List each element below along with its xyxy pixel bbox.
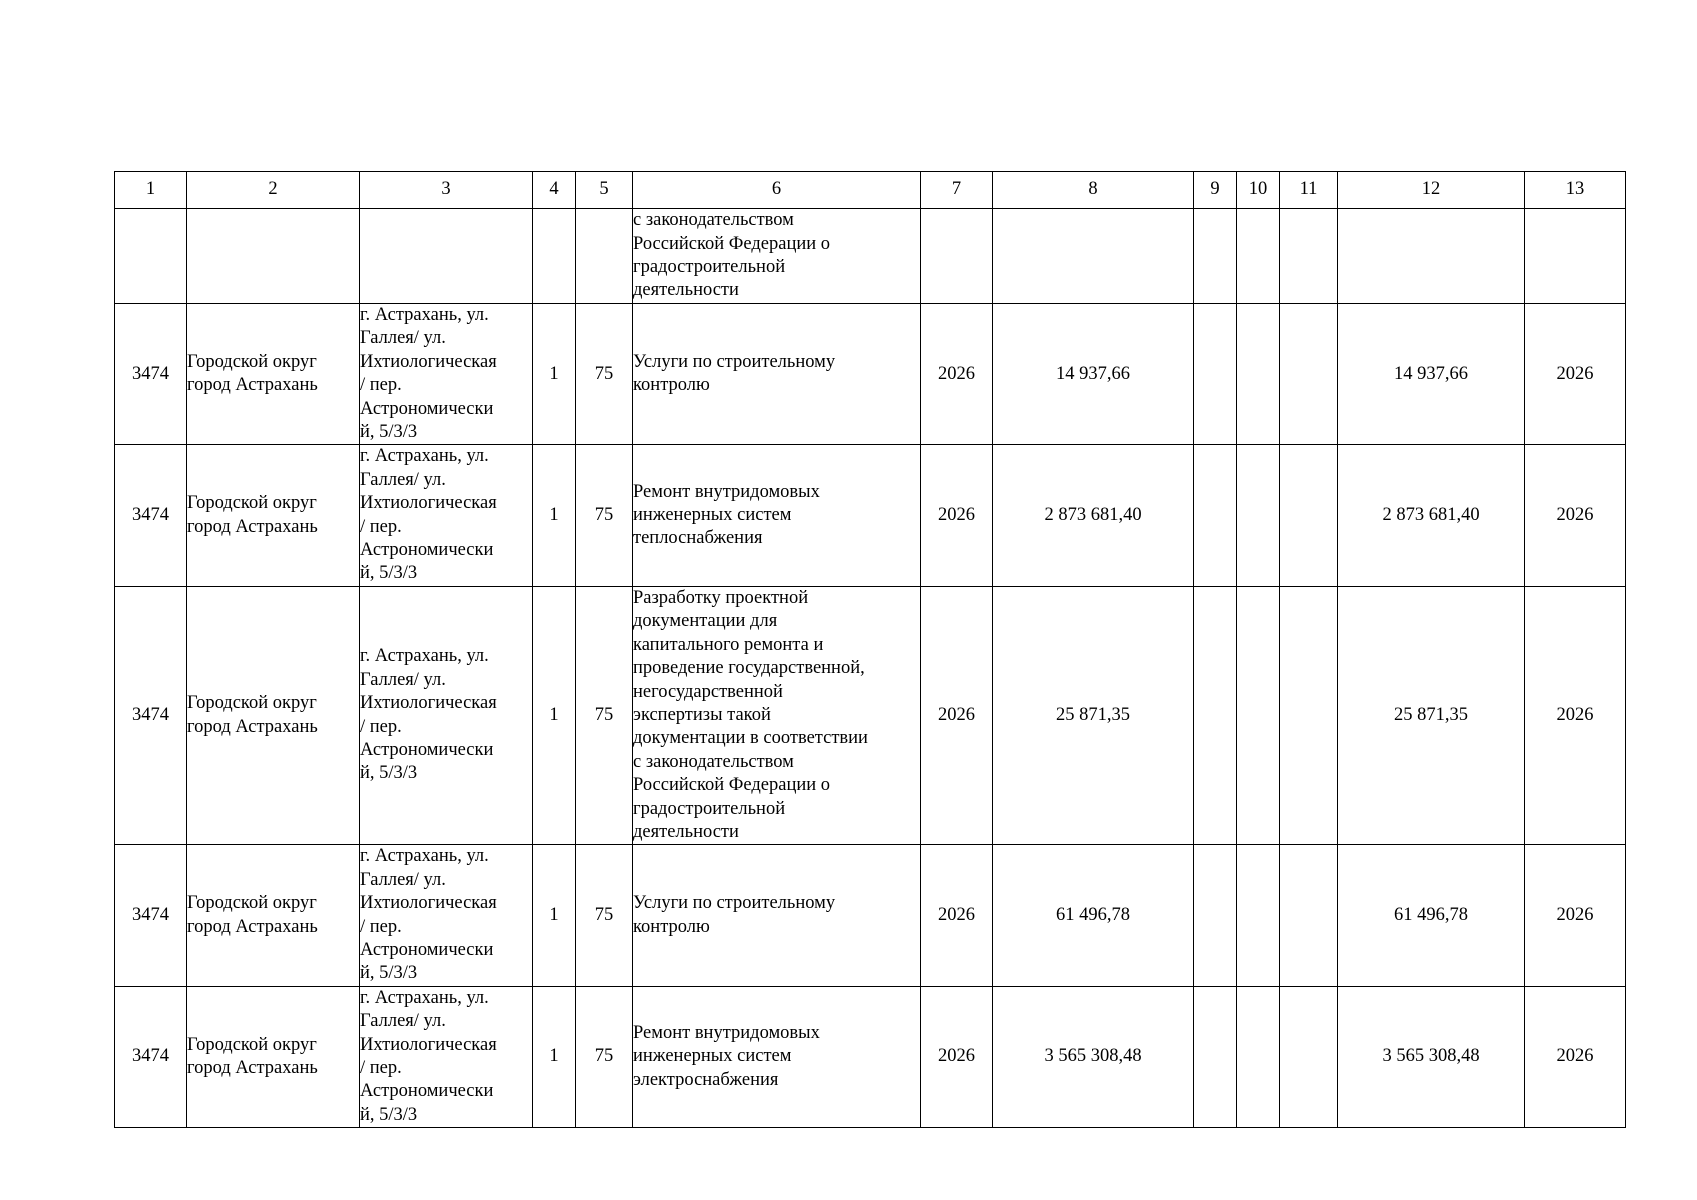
cell-code: 3474 xyxy=(115,445,187,586)
work-text: Услуги по строительному контролю xyxy=(633,893,836,937)
cell-empty xyxy=(576,209,633,304)
cell-address xyxy=(360,304,533,445)
cell-col10 xyxy=(1237,304,1280,445)
cell-amount-total: 61 496,78 xyxy=(1338,845,1525,986)
cell-amount: 61 496,78 xyxy=(993,845,1194,986)
cell-col10 xyxy=(1237,845,1280,986)
cell-amount: 14 937,66 xyxy=(993,304,1194,445)
table-row xyxy=(115,845,1626,986)
cell-work-continuation xyxy=(633,209,921,304)
cell-col4: 1 xyxy=(533,586,576,844)
cell-address xyxy=(360,986,533,1127)
cell-amount-total: 2 873 681,40 xyxy=(1338,445,1525,586)
region-text: Городской округ город Астрахань xyxy=(187,1034,318,1078)
cell-work xyxy=(633,304,921,445)
cell-address xyxy=(360,445,533,586)
header-col-13: 13 xyxy=(1525,172,1626,209)
cell-code: 3474 xyxy=(115,845,187,986)
cell-region xyxy=(187,986,360,1127)
header-col-10: 10 xyxy=(1237,172,1280,209)
cell-col9 xyxy=(1194,445,1237,586)
cell-col10 xyxy=(1237,986,1280,1127)
cell-col5: 75 xyxy=(576,986,633,1127)
cell-empty xyxy=(1338,209,1525,304)
work-text: Услуги по строительному контролю xyxy=(633,351,836,396)
region-text: Городской округ город Астрахань xyxy=(187,693,318,737)
cell-empty xyxy=(1237,209,1280,304)
header-col-3: 3 xyxy=(360,172,533,209)
cell-work xyxy=(633,445,921,586)
header-col-8: 8 xyxy=(993,172,1194,209)
header-col-6: 6 xyxy=(633,172,921,209)
region-text: Городской округ город Астрахань xyxy=(187,893,318,937)
cell-address xyxy=(360,845,533,986)
cell-year: 2026 xyxy=(921,445,993,586)
header-col-2: 2 xyxy=(187,172,360,209)
table-row xyxy=(115,445,1626,586)
header-col-11: 11 xyxy=(1280,172,1338,209)
cell-year: 2026 xyxy=(921,586,993,844)
cell-col5: 75 xyxy=(576,586,633,844)
cell-address xyxy=(360,586,533,844)
cell-col11 xyxy=(1280,445,1338,586)
address-text: г. Астрахань, ул. Галлея/ ул. Ихтиологическая / пер. Астрономически й, 5/3/3 xyxy=(360,987,497,1125)
header-col-1: 1 xyxy=(115,172,187,209)
table-row xyxy=(115,304,1626,445)
cell-amount-total: 25 871,35 xyxy=(1338,586,1525,844)
cell-col5: 75 xyxy=(576,445,633,586)
cell-col5: 75 xyxy=(576,304,633,445)
header-col-9: 9 xyxy=(1194,172,1237,209)
region-text: Городской округ город Астрахань xyxy=(187,493,318,537)
cell-col9 xyxy=(1194,586,1237,844)
cell-amount: 25 871,35 xyxy=(993,586,1194,844)
cell-col9 xyxy=(1194,304,1237,445)
cell-col5: 75 xyxy=(576,845,633,986)
cell-region xyxy=(187,845,360,986)
cell-col11 xyxy=(1280,304,1338,445)
cell-region xyxy=(187,304,360,445)
work-text: Разработку проектной документации для капитального ремонта и проведение государственной, негосударственной экспертизы такой документации в соответствии с законодательством Российской Федерации о градостроительной деятельности xyxy=(633,587,868,842)
header-col-4: 4 xyxy=(533,172,576,209)
header-col-5: 5 xyxy=(576,172,633,209)
cell-col4: 1 xyxy=(533,445,576,586)
cell-col9 xyxy=(1194,845,1237,986)
cell-amount: 3 565 308,48 xyxy=(993,986,1194,1127)
address-text: г. Астрахань, ул. Галлея/ ул. Ихтиологическая / пер. Астрономически й, 5/3/3 xyxy=(360,446,497,584)
cell-col11 xyxy=(1280,986,1338,1127)
work-continuation-text: с законодательством Российской Федерации о градостроительной деятельности xyxy=(633,210,831,301)
cell-region xyxy=(187,586,360,844)
cell-year-end: 2026 xyxy=(1525,845,1626,986)
cell-year: 2026 xyxy=(921,304,993,445)
cell-col4: 1 xyxy=(533,845,576,986)
address-text: г. Астрахань, ул. Галлея/ ул. Ихтиологическая / пер. Астрономически й, 5/3/3 xyxy=(360,846,497,984)
cell-year-end: 2026 xyxy=(1525,304,1626,445)
cell-work xyxy=(633,986,921,1127)
capital-repair-table xyxy=(114,171,1626,1128)
cell-code: 3474 xyxy=(115,586,187,844)
header-row xyxy=(115,172,1626,209)
cell-empty xyxy=(993,209,1194,304)
cell-year-end: 2026 xyxy=(1525,445,1626,586)
cell-empty xyxy=(921,209,993,304)
table-row xyxy=(115,986,1626,1127)
cell-col9 xyxy=(1194,986,1237,1127)
work-text: Ремонт внутридомовых инженерных систем теплоснабжения xyxy=(633,481,820,549)
table-row xyxy=(115,586,1626,844)
header-col-12: 12 xyxy=(1338,172,1525,209)
cell-empty xyxy=(187,209,360,304)
cell-year-end: 2026 xyxy=(1525,586,1626,844)
cell-work xyxy=(633,845,921,986)
address-text: г. Астрахань, ул. Галлея/ ул. Ихтиологическая / пер. Астрономически й, 5/3/3 xyxy=(360,305,497,443)
cell-col10 xyxy=(1237,586,1280,844)
cell-year: 2026 xyxy=(921,986,993,1127)
cell-col11 xyxy=(1280,586,1338,844)
cell-code: 3474 xyxy=(115,304,187,445)
cell-empty xyxy=(1525,209,1626,304)
address-text: г. Астрахань, ул. Галлея/ ул. Ихтиологическая / пер. Астрономически й, 5/3/3 xyxy=(360,646,497,784)
cell-amount-total: 14 937,66 xyxy=(1338,304,1525,445)
cell-year-end: 2026 xyxy=(1525,986,1626,1127)
cell-empty xyxy=(115,209,187,304)
table-row-continuation xyxy=(115,209,1626,304)
region-text: Городской округ город Астрахань xyxy=(187,351,318,396)
cell-col11 xyxy=(1280,845,1338,986)
cell-col4: 1 xyxy=(533,304,576,445)
header-col-7: 7 xyxy=(921,172,993,209)
cell-empty xyxy=(1280,209,1338,304)
cell-empty xyxy=(533,209,576,304)
cell-amount-total: 3 565 308,48 xyxy=(1338,986,1525,1127)
cell-amount: 2 873 681,40 xyxy=(993,445,1194,586)
cell-empty xyxy=(360,209,533,304)
work-text: Ремонт внутридомовых инженерных систем электроснабжения xyxy=(633,1022,820,1090)
cell-empty xyxy=(1194,209,1237,304)
cell-col10 xyxy=(1237,445,1280,586)
cell-code: 3474 xyxy=(115,986,187,1127)
cell-region xyxy=(187,445,360,586)
cell-col4: 1 xyxy=(533,986,576,1127)
cell-year: 2026 xyxy=(921,845,993,986)
cell-work xyxy=(633,586,921,844)
